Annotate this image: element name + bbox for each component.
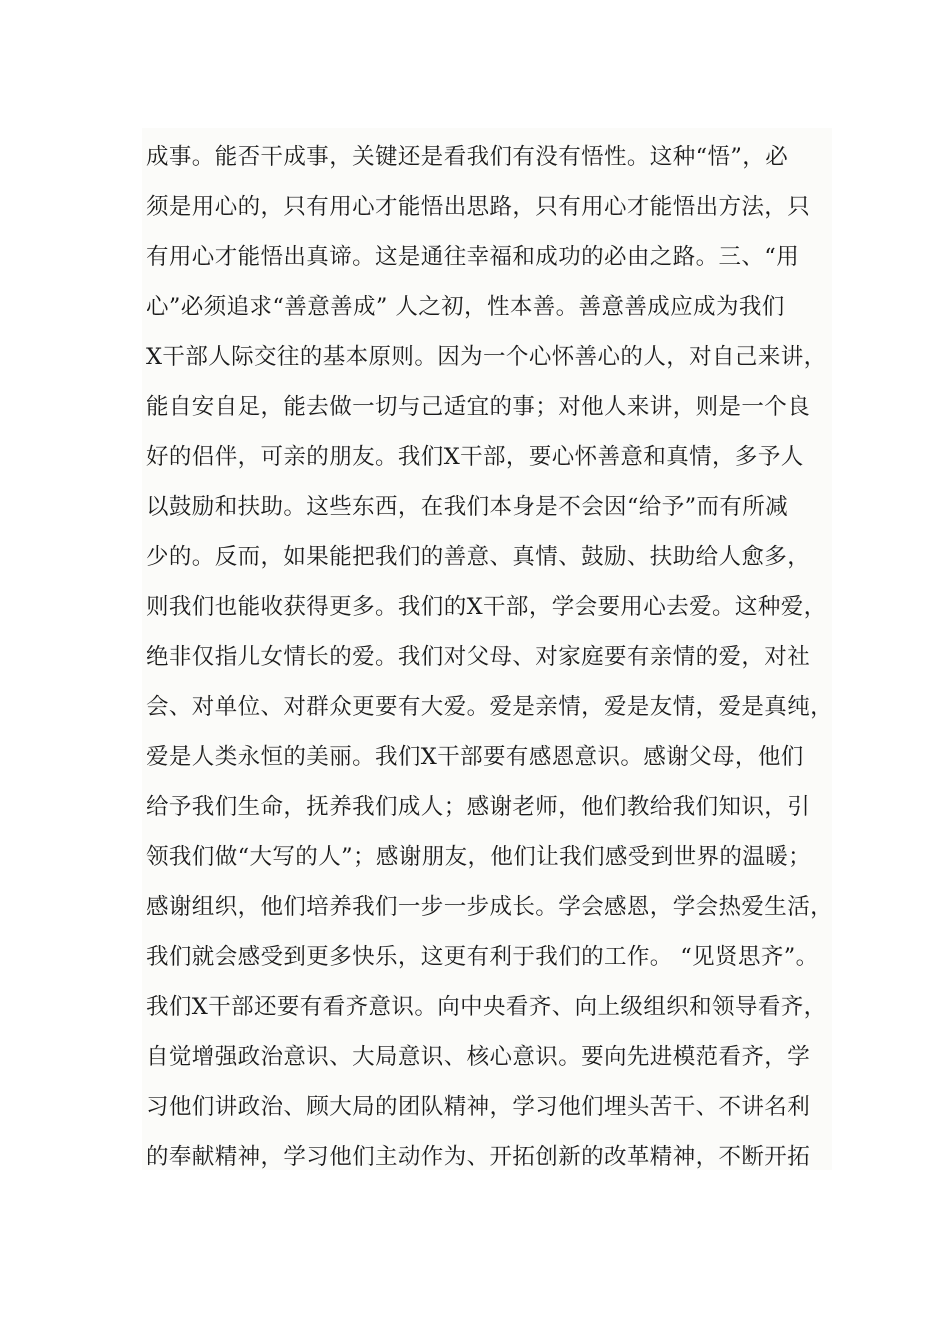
body-text-block (142, 128, 832, 1170)
text-line: 自觉增强政治意识、大局意识、核心意识。要向先进模范看齐，学 (146, 1044, 811, 1070)
text-line: 我们就会感受到更多快乐，这更有利于我们的工作。 “见贤思齐”。 (146, 944, 819, 970)
text-line: 好的侣伴，可亲的朋友。我们X干部，要心怀善意和真情，多予人 (146, 444, 804, 470)
text-line: 心”必须追求“善意善成” 人之初，性本善。善意善成应成为我们 (146, 294, 785, 320)
text-line: 我们X干部还要有看齐意识。向中央看齐、向上级组织和领导看齐， (146, 994, 827, 1020)
text-line: 的奉献精神，学习他们主动作为、开拓创新的改革精神，不断开拓 (146, 1144, 811, 1170)
text-line: 习他们讲政治、顾大局的团队精神，学习他们埋头苦干、不讲名利 (146, 1094, 811, 1120)
text-line: 能自安自足，能去做一切与己适宜的事；对他人来讲，则是一个良 (146, 394, 811, 420)
text-line: 会、对单位、对群众更要有大爱。爱是亲情，爱是友情，爱是真纯， (146, 694, 834, 720)
text-line: 有用心才能悟出真谛。这是通往幸福和成功的必由之路。三、“用 (146, 244, 800, 270)
text-line: 领我们做“大写的人”；感谢朋友，他们让我们感受到世界的温暖； (146, 844, 812, 870)
text-line: 感谢组织，他们培养我们一步一步成长。学会感恩，学会热爱生活， (146, 894, 834, 920)
text-line: 绝非仅指儿女情长的爱。我们对父母、对家庭要有亲情的爱，对社 (146, 644, 811, 670)
text-line: 成事。能否干成事，关键还是看我们有没有悟性。这种“悟”，必 (146, 144, 789, 170)
text-line: 给予我们生命，抚养我们成人；感谢老师，他们教给我们知识，引 (146, 794, 811, 820)
text-line: 少的。反而，如果能把我们的善意、真情、鼓励、扶助给人愈多， (146, 544, 811, 570)
text-line: 则我们也能收获得更多。我们的X干部，学会要用心去爱。这种爱， (146, 594, 827, 620)
text-line: 须是用心的，只有用心才能悟出思路，只有用心才能悟出方法，只 (146, 194, 811, 220)
text-line: 爱是人类永恒的美丽。我们X干部要有感恩意识。感谢父母，他们 (146, 744, 804, 770)
text-line: 以鼓励和扶助。这些东西，在我们本身是不会因“给予”而有所减 (146, 494, 789, 520)
text-line: X干部人际交往的基本原则。因为一个心怀善心的人，对自己来讲， (146, 344, 827, 370)
